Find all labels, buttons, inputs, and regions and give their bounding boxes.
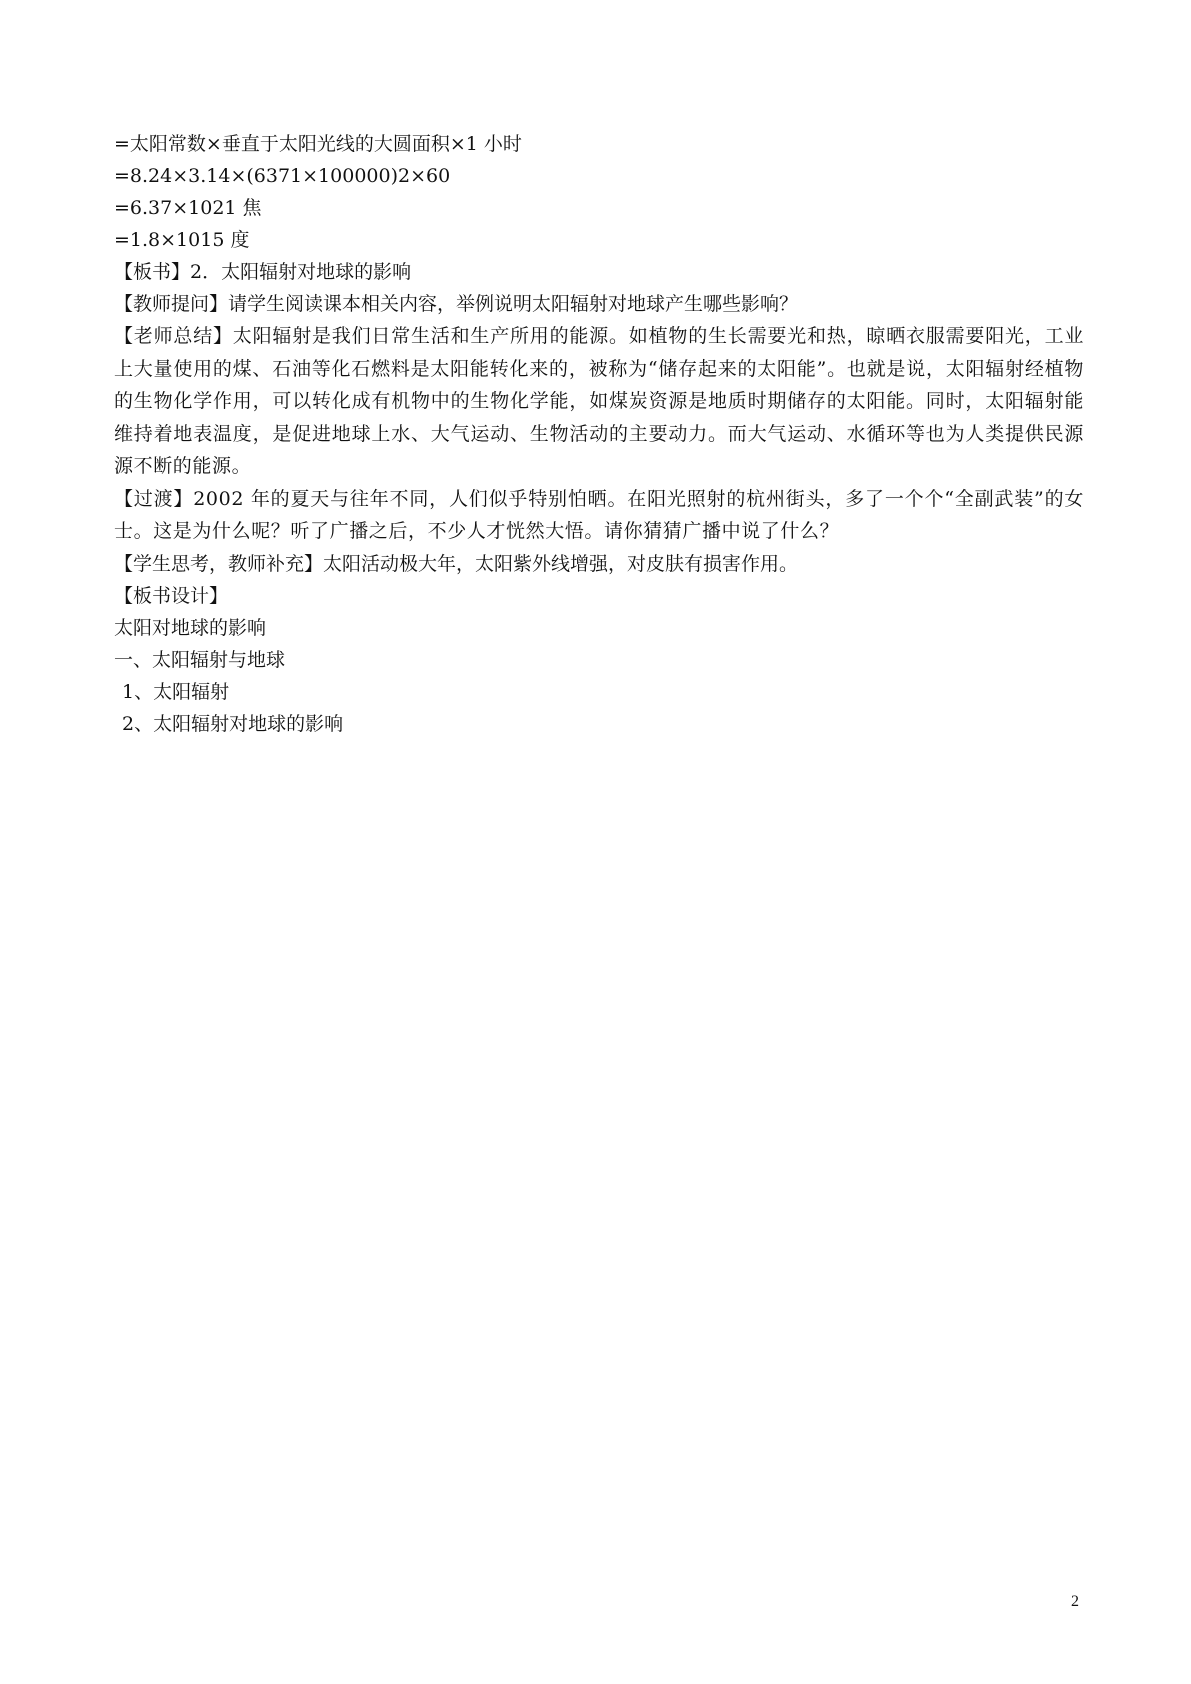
board-design-heading: 【板书设计】 — [114, 584, 229, 607]
formula-line-1: =太阳常数×垂直于太阳光线的大圆面积×1 小时 — [114, 133, 522, 155]
formula-line-4: =1.8×1015 度 — [114, 229, 250, 251]
teacher-question: 【教师提问】请学生阅读课本相关内容，举例说明太阳辐射对地球产生哪些影响？ — [114, 293, 799, 315]
board-design-item-1: 1、太阳辐射 — [122, 680, 230, 703]
board-design-item-2: 2、太阳辐射对地球的影响 — [122, 712, 344, 735]
formula-line-3: =6.37×1021 焦 — [114, 197, 262, 219]
board-note-heading: 【板书】2．太阳辐射对地球的影响 — [114, 261, 412, 283]
transition-paragraph: 【过渡】2002 年的夏天与往年不同，人们似乎特别怕晒。在阳光照射的杭州街头，多了一个个“全副武装”的女士。这是为什么呢？听了广播之后，不少人才恍然大悟。请你猜猜广播中说了什么？ — [114, 487, 1084, 542]
page-number: 2 — [1071, 1593, 1079, 1610]
formula-line-2: =8.24×3.14×(6371×100000)2×60 — [114, 165, 451, 187]
document-body — [114, 128, 1084, 740]
board-design-title: 太阳对地球的影响 — [114, 616, 267, 639]
student-thinking-line: 【学生思考，教师补充】太阳活动极大年，太阳紫外线增强，对皮肤有损害作用。 — [114, 552, 799, 575]
board-design-section: 一、太阳辐射与地球 — [114, 648, 286, 671]
teacher-summary-paragraph: 【老师总结】太阳辐射是我们日常生活和生产所用的能源。如植物的生长需要光和热，晾晒衣服需要阳光，工业上大量使用的煤、石油等化石燃料是太阳能转化来的，被称为“储存起来的太阳能”。也就是说，太阳辐射经植物的生物化学作用，可以转化成有机物中的生物化学能，如煤炭资源是地质时期储存的太阳能。同时，太阳辐射能维持着地表温度，是促进地球上水、大气运动、生物活动的主要动力。而大气运动、水循环等也为人类提供民源源不断的能源。 — [114, 325, 1084, 477]
